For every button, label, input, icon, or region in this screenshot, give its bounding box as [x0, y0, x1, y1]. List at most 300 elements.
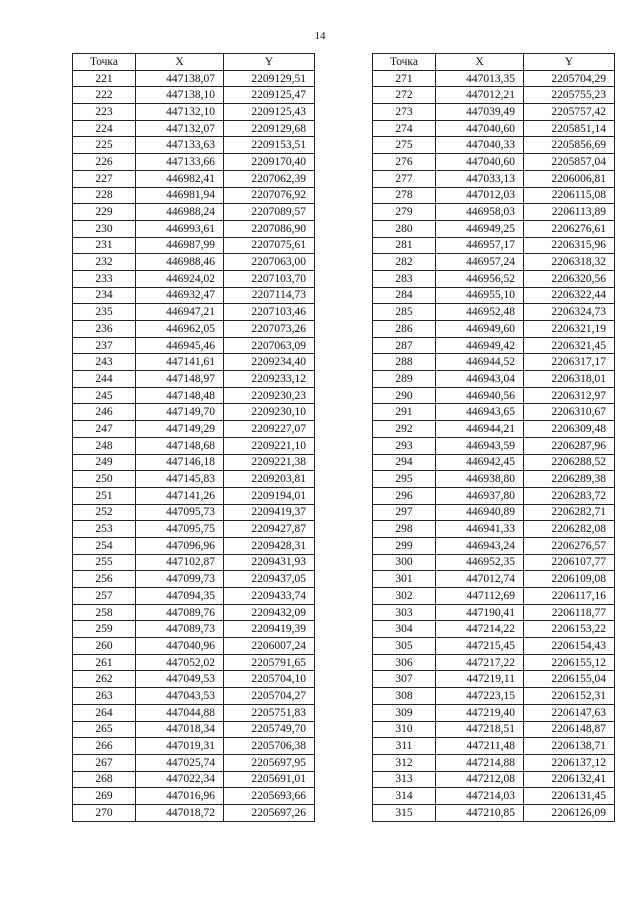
table-row [373, 387, 615, 404]
table-row [73, 321, 315, 338]
point-cell: 307 [373, 671, 436, 688]
x-cell: 447096,96 [136, 537, 224, 554]
y-cell: 2206118,77 [524, 604, 615, 621]
y-cell: 2207075,61 [224, 237, 315, 254]
x-cell: 446943,59 [436, 437, 524, 454]
column-header-point: Точка [73, 54, 136, 71]
table-row [373, 237, 615, 254]
table-row [73, 704, 315, 721]
x-cell: 447138,07 [136, 70, 224, 87]
table-row [73, 354, 315, 371]
table-row [73, 187, 315, 204]
y-cell: 2206282,08 [524, 521, 615, 538]
x-cell: 447095,73 [136, 504, 224, 521]
point-cell: 287 [373, 337, 436, 354]
table-row [373, 354, 615, 371]
y-cell: 2205757,42 [524, 104, 615, 121]
point-cell: 266 [73, 738, 136, 755]
x-cell: 446949,60 [436, 321, 524, 338]
point-cell: 247 [73, 421, 136, 438]
table-row [73, 70, 315, 87]
x-cell: 447145,83 [136, 471, 224, 488]
point-cell: 284 [373, 287, 436, 304]
point-cell: 308 [373, 688, 436, 705]
table-row [73, 571, 315, 588]
y-cell: 2209227,07 [224, 421, 315, 438]
x-cell: 446945,46 [136, 337, 224, 354]
x-cell: 446947,21 [136, 304, 224, 321]
table-row [373, 754, 615, 771]
x-cell: 447217,22 [436, 654, 524, 671]
header-row [73, 54, 315, 71]
y-cell: 2206318,32 [524, 254, 615, 271]
y-cell: 2205751,83 [224, 704, 315, 721]
table-row [73, 471, 315, 488]
point-cell: 233 [73, 270, 136, 287]
y-cell: 2209433,74 [224, 588, 315, 605]
x-cell: 447012,03 [436, 187, 524, 204]
header-row [373, 54, 615, 71]
x-cell: 447146,18 [136, 454, 224, 471]
y-cell: 2209419,39 [224, 621, 315, 638]
table-row [73, 220, 315, 237]
point-cell: 315 [373, 804, 436, 821]
y-cell: 2206115,08 [524, 187, 615, 204]
y-cell: 2206288,52 [524, 454, 615, 471]
point-cell: 225 [73, 137, 136, 154]
point-cell: 237 [73, 337, 136, 354]
x-cell: 447190,41 [436, 604, 524, 621]
y-cell: 2205857,04 [524, 154, 615, 171]
table-row [373, 604, 615, 621]
point-cell: 258 [73, 604, 136, 621]
x-cell: 447112,69 [436, 588, 524, 605]
x-cell: 447141,26 [136, 487, 224, 504]
point-cell: 283 [373, 270, 436, 287]
point-cell: 297 [373, 504, 436, 521]
table-row [73, 688, 315, 705]
table-row [73, 604, 315, 621]
x-cell: 447219,11 [436, 671, 524, 688]
x-cell: 447211,48 [436, 738, 524, 755]
table-row [73, 204, 315, 221]
table-row [73, 654, 315, 671]
point-cell: 260 [73, 638, 136, 655]
x-cell: 446943,04 [436, 371, 524, 388]
x-cell: 446942,45 [436, 454, 524, 471]
y-cell: 2205697,26 [224, 804, 315, 821]
point-cell: 243 [73, 354, 136, 371]
table-row [73, 387, 315, 404]
x-cell: 447025,74 [136, 754, 224, 771]
point-cell: 252 [73, 504, 136, 521]
page-number: 14 [314, 30, 326, 42]
x-cell: 446957,17 [436, 237, 524, 254]
table-row [73, 421, 315, 438]
table-row [373, 104, 615, 121]
table-row [373, 537, 615, 554]
point-cell: 236 [73, 321, 136, 338]
y-cell: 2206154,43 [524, 638, 615, 655]
table-row [373, 621, 615, 638]
table-row [373, 454, 615, 471]
table-row [373, 738, 615, 755]
x-cell: 447040,33 [436, 137, 524, 154]
x-cell: 447214,88 [436, 754, 524, 771]
point-cell: 302 [373, 588, 436, 605]
y-cell: 2206153,22 [524, 621, 615, 638]
point-cell: 221 [73, 70, 136, 87]
x-cell: 446944,52 [436, 354, 524, 371]
y-cell: 2209125,43 [224, 104, 315, 121]
x-cell: 447033,13 [436, 170, 524, 187]
point-cell: 294 [373, 454, 436, 471]
point-cell: 245 [73, 387, 136, 404]
y-cell: 2206318,01 [524, 371, 615, 388]
point-cell: 312 [373, 754, 436, 771]
table-row [73, 371, 315, 388]
table-row [373, 437, 615, 454]
x-cell: 446962,05 [136, 321, 224, 338]
table-row [73, 237, 315, 254]
table-row [373, 721, 615, 738]
y-cell: 2206117,16 [524, 588, 615, 605]
y-cell: 2206320,56 [524, 270, 615, 287]
y-cell: 2206107,77 [524, 554, 615, 571]
table-row [373, 487, 615, 504]
x-cell: 446993,61 [136, 220, 224, 237]
table-row [73, 638, 315, 655]
x-cell: 447012,74 [436, 571, 524, 588]
point-cell: 290 [373, 387, 436, 404]
table-row [73, 170, 315, 187]
y-cell: 2209233,12 [224, 371, 315, 388]
y-cell: 2206289,38 [524, 471, 615, 488]
point-cell: 301 [373, 571, 436, 588]
x-cell: 446981,94 [136, 187, 224, 204]
x-cell: 447095,75 [136, 521, 224, 538]
table-row [73, 554, 315, 571]
x-cell: 447132,07 [136, 120, 224, 137]
x-cell: 447138,10 [136, 87, 224, 104]
y-cell: 2209203,81 [224, 471, 315, 488]
x-cell: 447132,10 [136, 104, 224, 121]
y-cell: 2209221,10 [224, 437, 315, 454]
table-row [373, 321, 615, 338]
x-cell: 447044,88 [136, 704, 224, 721]
y-cell: 2207089,57 [224, 204, 315, 221]
y-cell: 2206132,41 [524, 771, 615, 788]
y-cell: 2206109,08 [524, 571, 615, 588]
table-row [73, 454, 315, 471]
table-row [373, 270, 615, 287]
x-cell: 446937,80 [436, 487, 524, 504]
y-cell: 2205697,95 [224, 754, 315, 771]
x-cell: 446924,02 [136, 270, 224, 287]
x-cell: 447012,21 [436, 87, 524, 104]
point-cell: 314 [373, 788, 436, 805]
y-cell: 2209419,37 [224, 504, 315, 521]
point-cell: 282 [373, 254, 436, 271]
y-cell: 2207103,46 [224, 304, 315, 321]
point-cell: 222 [73, 87, 136, 104]
point-cell: 244 [73, 371, 136, 388]
x-cell: 446987,99 [136, 237, 224, 254]
x-cell: 446941,33 [436, 521, 524, 538]
x-cell: 447018,72 [136, 804, 224, 821]
y-cell: 2209230,23 [224, 387, 315, 404]
y-cell: 2209234,40 [224, 354, 315, 371]
point-cell: 303 [373, 604, 436, 621]
x-cell: 446932,47 [136, 287, 224, 304]
point-cell: 259 [73, 621, 136, 638]
table-row [373, 87, 615, 104]
table-row [73, 588, 315, 605]
point-cell: 291 [373, 404, 436, 421]
point-cell: 249 [73, 454, 136, 471]
table-row [373, 137, 615, 154]
x-cell: 447102,87 [136, 554, 224, 571]
point-cell: 264 [73, 704, 136, 721]
y-cell: 2206283,72 [524, 487, 615, 504]
y-cell: 2205851,14 [524, 120, 615, 137]
x-cell: 447219,40 [436, 704, 524, 721]
x-cell: 446955,10 [436, 287, 524, 304]
table-row [373, 688, 615, 705]
table-row [373, 588, 615, 605]
x-cell: 446943,24 [436, 537, 524, 554]
y-cell: 2206276,57 [524, 537, 615, 554]
y-cell: 2209221,38 [224, 454, 315, 471]
point-cell: 246 [73, 404, 136, 421]
point-cell: 270 [73, 804, 136, 821]
table-row [373, 654, 615, 671]
x-cell: 446988,24 [136, 204, 224, 221]
y-cell: 2209153,51 [224, 137, 315, 154]
y-cell: 2206310,67 [524, 404, 615, 421]
x-cell: 447214,03 [436, 788, 524, 805]
y-cell: 2206148,87 [524, 721, 615, 738]
table-row [73, 788, 315, 805]
point-cell: 254 [73, 537, 136, 554]
x-cell: 446958,03 [436, 204, 524, 221]
point-cell: 280 [373, 220, 436, 237]
y-cell: 2207103,70 [224, 270, 315, 287]
point-cell: 289 [373, 371, 436, 388]
table-row [73, 621, 315, 638]
table-row [73, 287, 315, 304]
x-cell: 447149,70 [136, 404, 224, 421]
table-row [73, 754, 315, 771]
x-cell: 447214,22 [436, 621, 524, 638]
y-cell: 2209129,68 [224, 120, 315, 137]
point-cell: 286 [373, 321, 436, 338]
point-cell: 224 [73, 120, 136, 137]
table-row [73, 721, 315, 738]
table-row [373, 170, 615, 187]
x-cell: 447016,96 [136, 788, 224, 805]
point-cell: 305 [373, 638, 436, 655]
x-cell: 447039,49 [436, 104, 524, 121]
table-row [373, 671, 615, 688]
point-cell: 261 [73, 654, 136, 671]
table-row [373, 571, 615, 588]
y-cell: 2206312,97 [524, 387, 615, 404]
coordinates-table-left [72, 53, 315, 822]
y-cell: 2206324,73 [524, 304, 615, 321]
table-row [373, 220, 615, 237]
point-cell: 229 [73, 204, 136, 221]
x-cell: 447040,60 [436, 154, 524, 171]
point-cell: 279 [373, 204, 436, 221]
point-cell: 251 [73, 487, 136, 504]
table-row [73, 771, 315, 788]
column-header-point: Точка [373, 54, 436, 71]
y-cell: 2205704,10 [224, 671, 315, 688]
point-cell: 262 [73, 671, 136, 688]
x-cell: 447215,45 [436, 638, 524, 655]
y-cell: 2207114,73 [224, 287, 315, 304]
table-row [373, 120, 615, 137]
y-cell: 2206276,61 [524, 220, 615, 237]
y-cell: 2206321,19 [524, 321, 615, 338]
x-cell: 446957,24 [436, 254, 524, 271]
table-row [373, 788, 615, 805]
y-cell: 2209125,47 [224, 87, 315, 104]
y-cell: 2206322,44 [524, 287, 615, 304]
point-cell: 306 [373, 654, 436, 671]
point-cell: 228 [73, 187, 136, 204]
point-cell: 271 [373, 70, 436, 87]
point-cell: 248 [73, 437, 136, 454]
table-row [373, 504, 615, 521]
y-cell: 2209230,10 [224, 404, 315, 421]
y-cell: 2205856,69 [524, 137, 615, 154]
y-cell: 2207063,09 [224, 337, 315, 354]
y-cell: 2206006,81 [524, 170, 615, 187]
y-cell: 2207073,26 [224, 321, 315, 338]
y-cell: 2206155,04 [524, 671, 615, 688]
coordinates-table-right [372, 53, 615, 822]
table-row [373, 337, 615, 354]
x-cell: 447089,73 [136, 621, 224, 638]
point-cell: 277 [373, 170, 436, 187]
table-row [373, 471, 615, 488]
y-cell: 2206126,09 [524, 804, 615, 821]
point-cell: 288 [373, 354, 436, 371]
point-cell: 223 [73, 104, 136, 121]
point-cell: 304 [373, 621, 436, 638]
x-cell: 447043,53 [136, 688, 224, 705]
point-cell: 311 [373, 738, 436, 755]
point-cell: 230 [73, 220, 136, 237]
y-cell: 2205749,70 [224, 721, 315, 738]
x-cell: 447149,29 [136, 421, 224, 438]
table-row [373, 421, 615, 438]
x-cell: 447040,60 [436, 120, 524, 137]
table-row [73, 804, 315, 821]
x-cell: 447099,73 [136, 571, 224, 588]
point-cell: 226 [73, 154, 136, 171]
y-cell: 2206152,31 [524, 688, 615, 705]
y-cell: 2209170,40 [224, 154, 315, 171]
point-cell: 300 [373, 554, 436, 571]
x-cell: 447089,76 [136, 604, 224, 621]
y-cell: 2205693,66 [224, 788, 315, 805]
y-cell: 2206321,45 [524, 337, 615, 354]
point-cell: 267 [73, 754, 136, 771]
y-cell: 2207062,39 [224, 170, 315, 187]
x-cell: 446952,35 [436, 554, 524, 571]
point-cell: 265 [73, 721, 136, 738]
x-cell: 447223,15 [436, 688, 524, 705]
table-row [73, 521, 315, 538]
y-cell: 2205706,38 [224, 738, 315, 755]
y-cell: 2209129,51 [224, 70, 315, 87]
point-cell: 296 [373, 487, 436, 504]
y-cell: 2206138,71 [524, 738, 615, 755]
table-row [373, 404, 615, 421]
y-cell: 2205704,29 [524, 70, 615, 87]
point-cell: 295 [373, 471, 436, 488]
point-cell: 232 [73, 254, 136, 271]
y-cell: 2205791,65 [224, 654, 315, 671]
x-cell: 447148,97 [136, 371, 224, 388]
y-cell: 2209431,93 [224, 554, 315, 571]
x-cell: 446944,21 [436, 421, 524, 438]
y-cell: 2209427,87 [224, 521, 315, 538]
y-cell: 2205755,23 [524, 87, 615, 104]
column-header-x: X [436, 54, 524, 71]
table-row [73, 504, 315, 521]
x-cell: 446952,48 [436, 304, 524, 321]
y-cell: 2209432,09 [224, 604, 315, 621]
x-cell: 446982,41 [136, 170, 224, 187]
y-cell: 2207086,90 [224, 220, 315, 237]
table-row [373, 554, 615, 571]
table-row [373, 771, 615, 788]
table-row [73, 487, 315, 504]
point-cell: 231 [73, 237, 136, 254]
x-cell: 446940,89 [436, 504, 524, 521]
x-cell: 446943,65 [436, 404, 524, 421]
point-cell: 257 [73, 588, 136, 605]
x-cell: 447013,35 [436, 70, 524, 87]
y-cell: 2209194,01 [224, 487, 315, 504]
point-cell: 299 [373, 537, 436, 554]
point-cell: 235 [73, 304, 136, 321]
y-cell: 2205691,01 [224, 771, 315, 788]
x-cell: 447148,48 [136, 387, 224, 404]
y-cell: 2206131,45 [524, 788, 615, 805]
x-cell: 446949,42 [436, 337, 524, 354]
point-cell: 268 [73, 771, 136, 788]
table-row [73, 137, 315, 154]
x-cell: 447212,08 [436, 771, 524, 788]
x-cell: 447052,02 [136, 654, 224, 671]
x-cell: 446938,80 [436, 471, 524, 488]
y-cell: 2207063,00 [224, 254, 315, 271]
column-header-y: Y [524, 54, 615, 71]
point-cell: 255 [73, 554, 136, 571]
point-cell: 250 [73, 471, 136, 488]
table-row [73, 304, 315, 321]
table-row [373, 204, 615, 221]
x-cell: 447040,96 [136, 638, 224, 655]
table-row [373, 287, 615, 304]
point-cell: 269 [73, 788, 136, 805]
point-cell: 309 [373, 704, 436, 721]
